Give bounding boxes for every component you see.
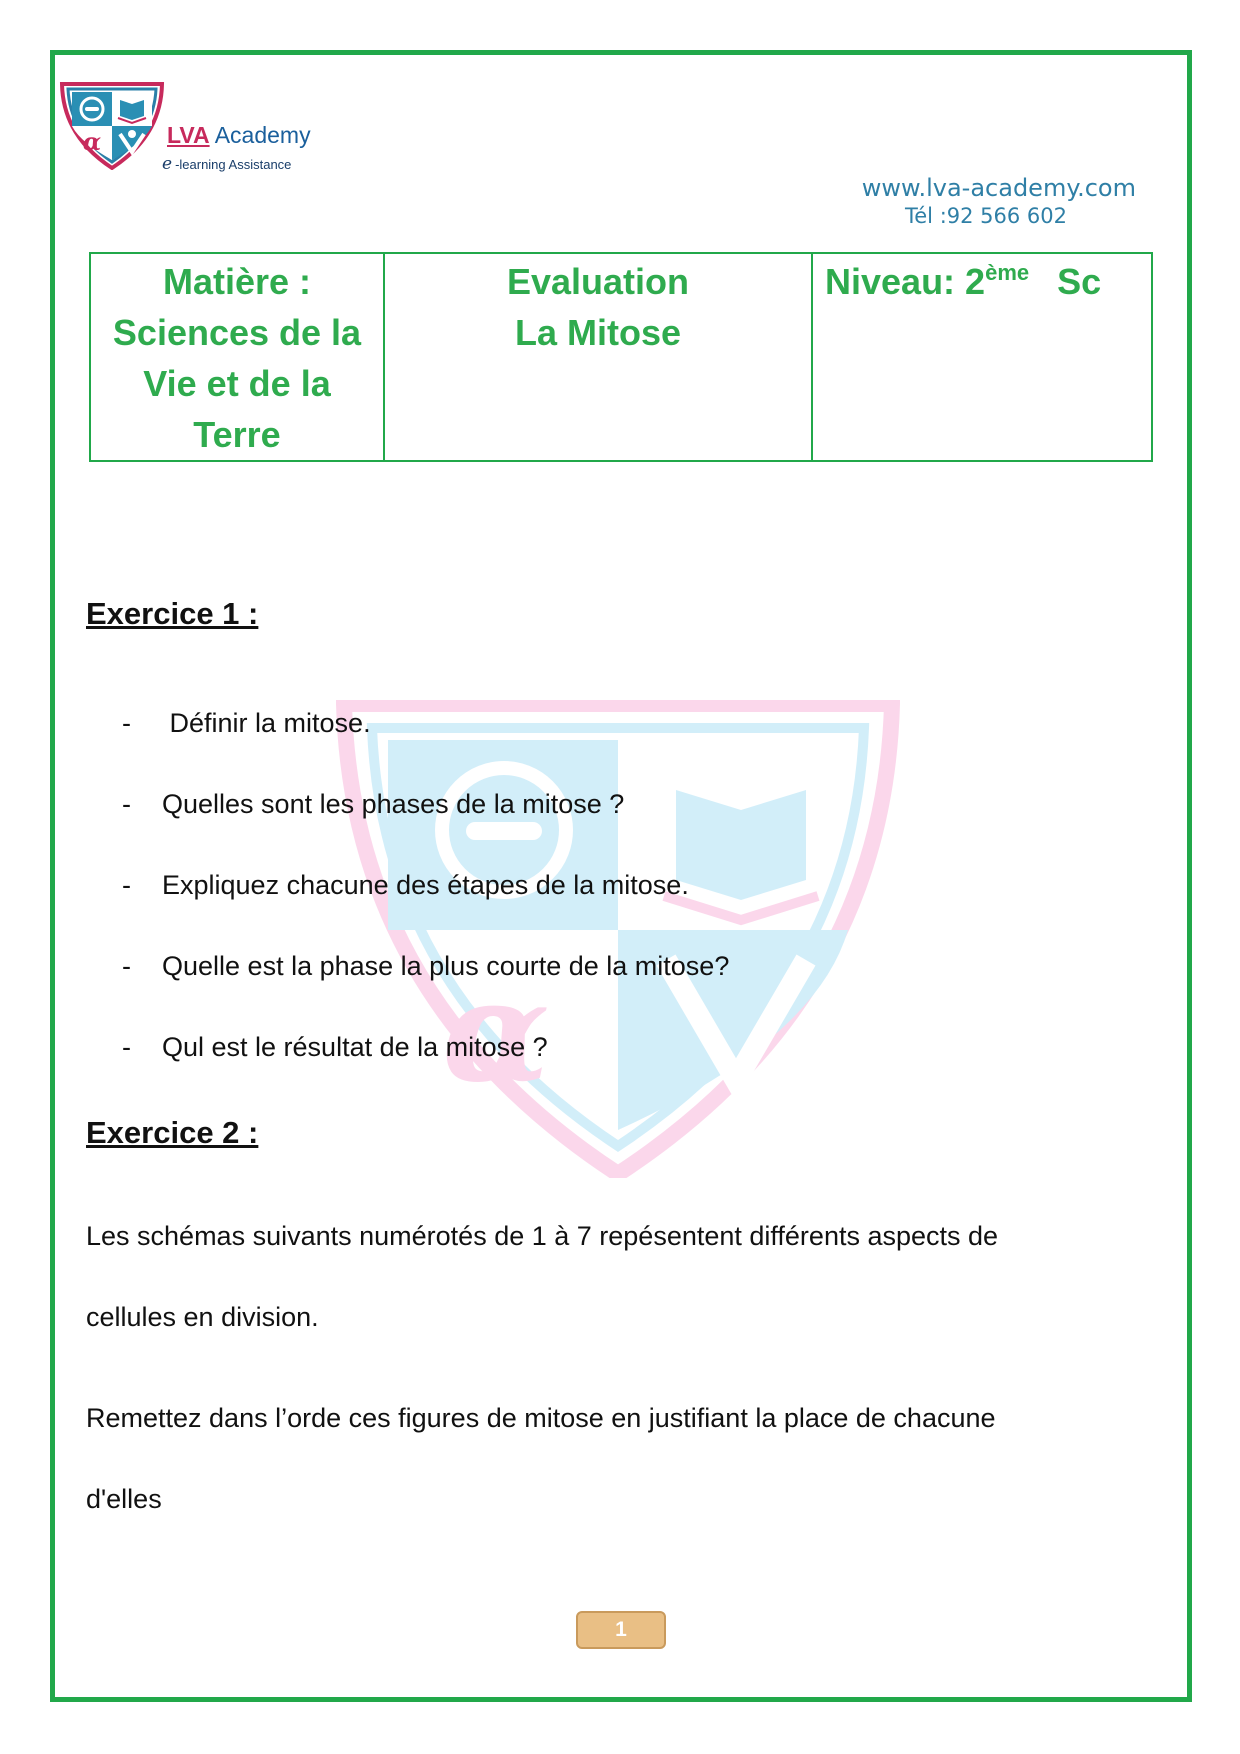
exercise-2-title: Exercice 2 :: [86, 1115, 259, 1150]
header-table: [89, 252, 1153, 462]
subject-line: Sciences de la: [112, 312, 362, 353]
evaluation-topic: La Mitose: [514, 312, 682, 353]
watermark-shield-icon: [336, 700, 900, 1178]
evaluation-title: Evaluation: [506, 261, 690, 302]
website-link[interactable]: www.lva-academy.com: [861, 174, 1136, 202]
question-text: Définir la mitose.: [162, 708, 371, 738]
subject-line: Terre: [193, 414, 281, 455]
question-text: Expliquez chacune des étapes de la mitose.: [162, 870, 689, 900]
phone-number: Tél :92 566 602: [905, 204, 1068, 228]
exercise-2-line: d'elles: [86, 1484, 162, 1514]
exercise-2-line: Les schémas suivants numérotés de 1 à 7 repésentent différents aspects de: [86, 1221, 999, 1251]
question-text: Quelles sont les phases de la mitose ?: [162, 789, 625, 819]
exercise-1-title: Exercice 1 :: [86, 596, 259, 631]
question-item: [122, 708, 371, 739]
question-item: [122, 951, 729, 982]
question-item: [122, 789, 624, 820]
level-cell: [812, 253, 1152, 461]
list-dash: -: [122, 708, 131, 738]
page-number-badge: 1: [576, 1611, 666, 1649]
svg-text:α: α: [442, 950, 550, 1114]
brand-name: LVA Academy: [167, 122, 311, 148]
list-dash: -: [122, 789, 131, 819]
question-item: [122, 1032, 548, 1063]
level-label: Niveau: 2: [825, 261, 986, 302]
subject-line: Matière :: [162, 261, 312, 302]
exercise-2-line: Remettez dans l’orde ces figures de mitose en justifiant la place de chacune: [86, 1403, 996, 1433]
list-dash: -: [122, 870, 131, 900]
subject-line: Vie et de la: [143, 363, 331, 404]
question-item: [122, 870, 689, 901]
evaluation-cell: [384, 253, 812, 461]
list-dash: -: [122, 1032, 131, 1062]
alpha-icon: α: [82, 127, 102, 156]
subject-cell: [90, 253, 384, 461]
level-superscript: ème: [985, 260, 1030, 285]
shield-logo-icon: [58, 78, 166, 170]
level-suffix: Sc: [1057, 261, 1102, 302]
brand-tagline: e -learning Assistance: [162, 154, 292, 174]
list-dash: -: [122, 951, 131, 981]
exercise-2-line: cellules en division.: [86, 1302, 319, 1332]
question-text: Qul est le résultat de la mitose ?: [162, 1032, 548, 1062]
question-text: Quelle est la phase la plus courte de la mitose?: [162, 951, 730, 981]
